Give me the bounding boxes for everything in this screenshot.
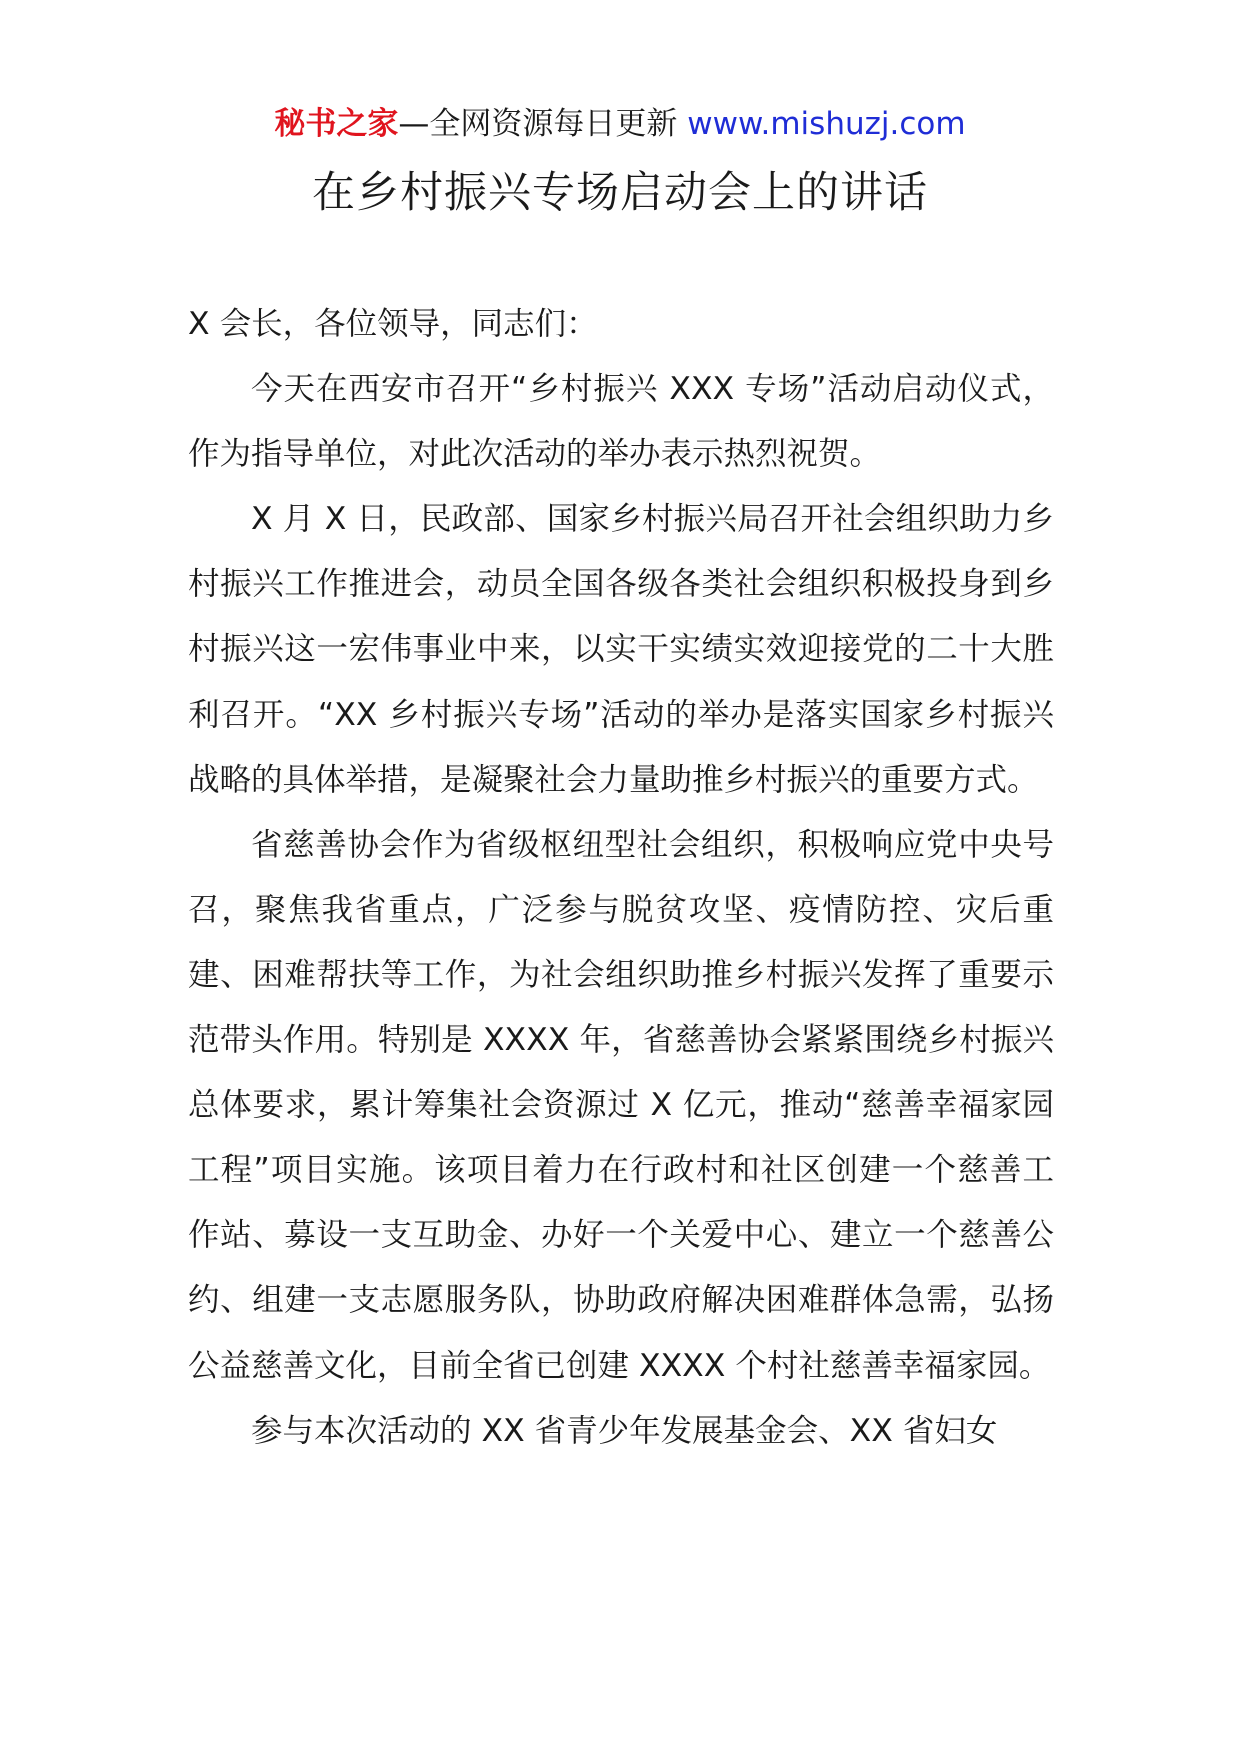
paragraph-4: 参与本次活动的 XX 省青少年发展基金会、XX 省妇女: [251, 1412, 998, 1449]
site-header: [0, 102, 1240, 146]
site-url-link[interactable]: www.mishuzj.com: [687, 106, 966, 142]
site-brand: 秘书之家: [274, 106, 399, 142]
site-tagline: —全网资源每日更新: [398, 106, 678, 142]
salutation: X 会长，各位领导，同志们：: [188, 306, 598, 342]
paragraph-1: 今天在西安市召开“乡村振兴 XXX 专场”活动启动仪式，作为指导单位，对此次活动的举办表示热烈祝贺。: [188, 371, 1054, 473]
document-title: 在乡村振兴专场启动会上的讲话: [312, 168, 928, 218]
paragraph-2: X 月 X 日，民政部、国家乡村振兴局召开社会组织助力乡村振兴工作推进会，动员全国各级各类社会组织积极投身到乡村振兴这一宏伟事业中来，以实干实绩实效迎接党的二十大胜利召开。“XX 乡村振兴专场”活动的举办是落实国家乡村振兴战略的具体举措，是凝聚社会力量助推乡村振兴的重要方式。: [188, 501, 1054, 798]
document-body: [188, 292, 1054, 1464]
paragraph-3: 省慈善协会作为省级枢纽型社会组织，积极响应党中央号召，聚焦我省重点，广泛参与脱贫攻坚、疫情防控、灾后重建、困难帮扶等工作，为社会组织助推乡村振兴发挥了重要示范带头作用。特别是 XXXX 年，省慈善协会紧紧围绕乡村振兴总体要求，累计筹集社会资源过 X 亿元，推动“慈善幸福家园工程”项目实施。该项目着力在行政村和社区创建一个慈善工作站、募设一支互助金、办好一个关爱中心、建立一个慈善公约、组建一支志愿服务队，协助政府解决困难群体急需，弘扬公益慈善文化，目前全省已创建 XXXX 个村社慈善幸福家园。: [188, 826, 1054, 1384]
